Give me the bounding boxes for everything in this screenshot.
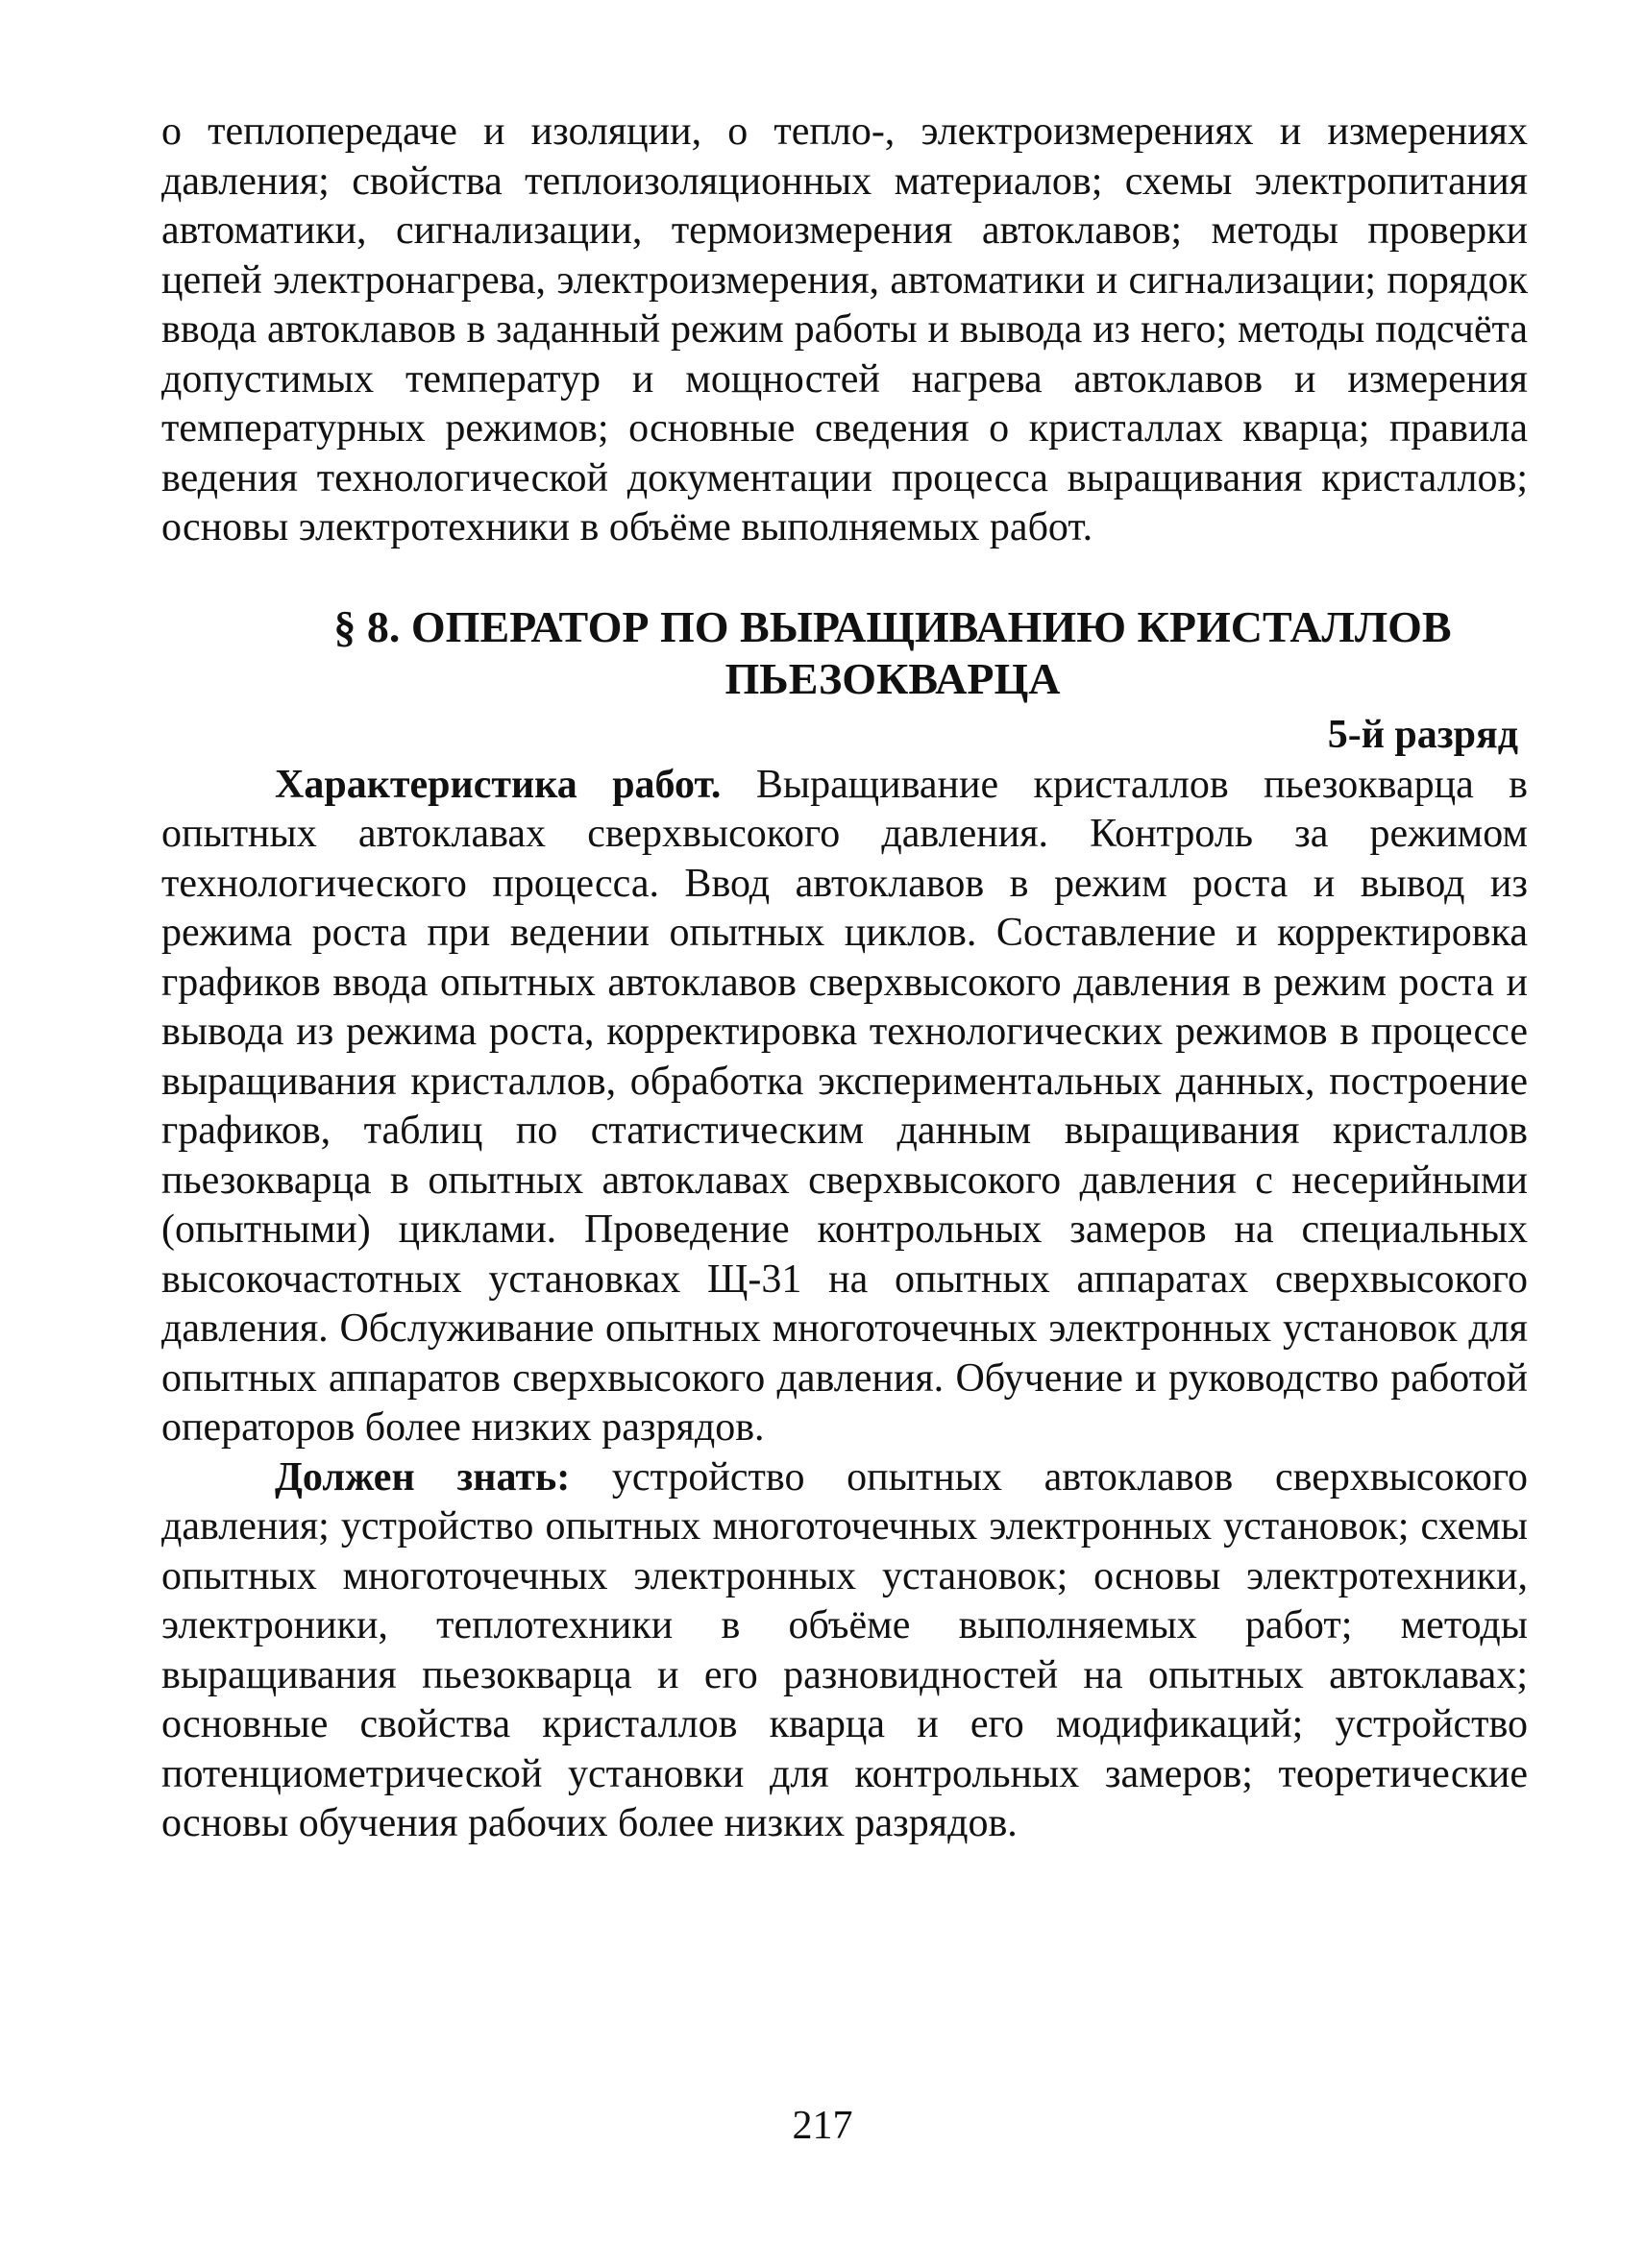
intro-paragraph: о теплопередаче и изоляции, о тепло-, электроизмерениях и измерениях давления; свойства теплоизоляционных материалов; схемы электропитания автоматики, сигнализации, термоизмерения автоклавов; методы проверки цепей электронагрева, электроизмерения, автоматики и сигнализации; порядок ввода автоклавов в заданный режим работы и вывода из него; методы подсчёта допустимых температур и мощностей нагрева автоклавов и измерения температурных режимов; основные сведения о кристаллах кварца; правила ведения технологической документации процесса выращивания кристаллов; основы электротехники в объёме выполняемых работ.: [161, 110, 1528, 549]
page-number: 217: [792, 2104, 853, 2148]
must-know-paragraph: [161, 1453, 1528, 1849]
must-know-text: устройство опытных автоклавов сверхвысокого давления; устройство опытных многоточечных электронных установок; схемы опытных многоточечных электронных установок; основы электротехники, электроники, теплотехники в объёме выполняемых работ; методы выращивания пьезокварца и его разновидностей на опытных автоклавах; основные свойства кристаллов кварца и его модификаций; устройство потенциометрической установки для контрольных замеров; теоретические основы обучения рабочих более низких разрядов.: [161, 1454, 1528, 1845]
grade-label: 5-й разряд: [1327, 712, 1518, 757]
section-title-line-1: § 8. ОПЕРАТОР ПО ВЫРАЩИВАНИЮ КРИСТАЛЛОВ: [333, 601, 1452, 651]
section-heading: [161, 601, 1528, 705]
section-title-line-2: ПЬЕЗОКВАРЦА: [724, 653, 1061, 703]
characteristics-text: Выращивание кристаллов пьезокварца в опытных автоклавах сверхвысокого давления. Контроль за режимом технологического процесса. Ввод автоклавов в режим роста и вывод из режима роста при ведении опытных циклов. Составление и корректировка графиков ввода опытных автоклавов сверхвысокого давления в режим роста и вывода из режима роста, корректировка технологических режимов в процессе выращивания кристаллов, обработка экспериментальных данных, построение графиков, таблиц по статистическим данным выращивания кристаллов пьезокварца в опытных автоклавах сверхвысокого давления с несерийными (опытными) циклами. Проведение контрольных замеров на специальных высокочастотных установках Щ-31 на опытных аппаратах сверхвысокого давления. Обслуживание опытных многоточечных электронных установок для опытных аппаратов сверхвысокого давления. Обучение и руководство работой операторов более низких разрядов.: [161, 762, 1528, 1450]
must-know-lead: Должен знать:: [275, 1454, 571, 1500]
document-page: [161, 108, 1528, 1849]
characteristics-lead: Характеристика работ.: [275, 762, 722, 807]
characteristics-paragraph: [161, 761, 1528, 1453]
